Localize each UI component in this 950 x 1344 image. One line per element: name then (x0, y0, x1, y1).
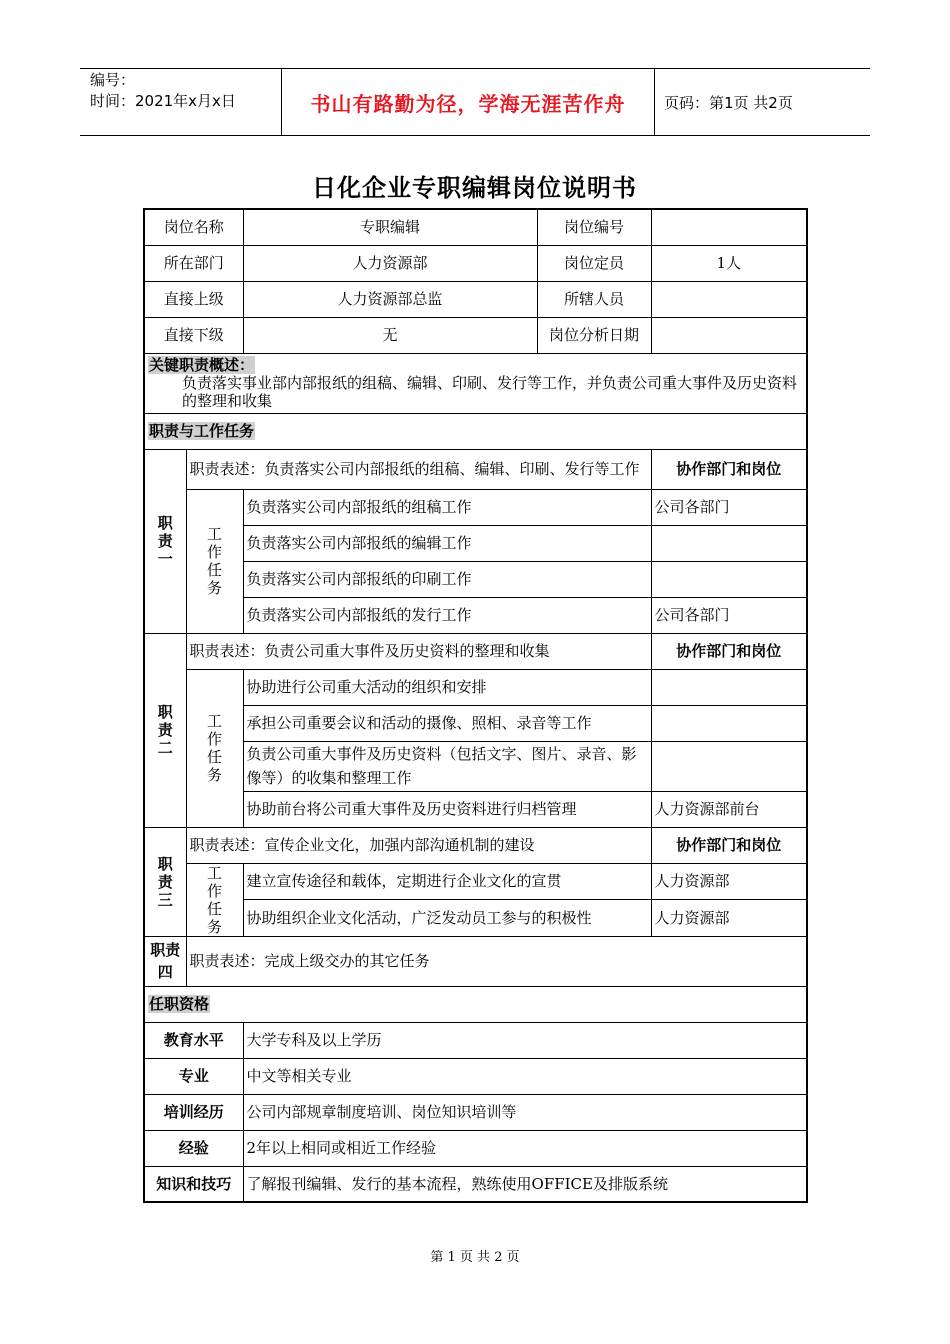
duty-1-task-3-text: 负责落实公司内部报纸的印刷工作 (243, 561, 651, 597)
header-meta (90, 70, 236, 112)
duty-2-desc-row (144, 633, 807, 669)
qual-label-major: 专业 (144, 1058, 243, 1094)
duty-2-desc: 职责表述：负责公司重大事件及历史资料的整理和收集 (186, 633, 651, 669)
summary-text: 负责落实事业部内部报纸的组稿、编辑、印刷、发行等工作，并负责公司重大事件及历史资料的整理和收集 (182, 374, 798, 410)
duty-2-task-3-collab (651, 741, 807, 791)
duty-3-collab-header: 协作部门和岗位 (651, 827, 807, 863)
value-analysis-date (651, 317, 807, 353)
duty-1-task-3 (144, 561, 807, 597)
duty-2-task-2-collab (651, 705, 807, 741)
duty-4-label-text: 职责 四 (150, 941, 181, 981)
basic-row-3 (144, 281, 807, 317)
duty-1-task-2-text: 负责落实公司内部报纸的编辑工作 (243, 525, 651, 561)
duty-1-task-label: 工 作 任 务 (186, 489, 243, 633)
qual-value-major: 中文等相关专业 (243, 1058, 807, 1094)
duty-2-task-4 (144, 791, 807, 827)
duty-4-row (144, 936, 807, 986)
duty-4-label (144, 936, 186, 986)
value-department: 人力资源部 (243, 245, 537, 281)
qual-value-education: 大学专科及以上学历 (243, 1022, 807, 1058)
duty-2-task-2 (144, 705, 807, 741)
duty-2-task-label: 工 作 任 务 (186, 669, 243, 827)
label-subordinates: 所辖人员 (537, 281, 651, 317)
value-headcount: 1人 (651, 245, 807, 281)
label-position-code: 岗位编号 (537, 209, 651, 245)
duty-2-task-1-text: 协助进行公司重大活动的组织和安排 (243, 669, 651, 705)
duty-2-task-4-collab: 人力资源部前台 (651, 791, 807, 827)
duty-3-task-1 (144, 863, 807, 900)
doc-code-label: 编号： (90, 71, 136, 89)
duty-3-task-2-collab: 人力资源部 (651, 900, 807, 937)
header-bottom-rule (80, 135, 870, 136)
basic-row-1 (144, 209, 807, 245)
duty-2-label-text: 职 责 二 (157, 703, 173, 757)
summary-heading: 关键职责概述： (149, 356, 255, 374)
duty-1-task-1-text: 负责落实公司内部报纸的组稿工作 (243, 489, 651, 525)
value-direct-subordinate: 无 (243, 317, 537, 353)
qual-row-skills (144, 1166, 807, 1202)
duty-3-desc: 职责表述：宣传企业文化，加强内部沟通机制的建设 (186, 827, 651, 863)
duty-3-task-1-collab: 人力资源部 (651, 863, 807, 900)
value-direct-superior: 人力资源部总监 (243, 281, 537, 317)
basic-row-2 (144, 245, 807, 281)
qual-row-major (144, 1058, 807, 1094)
qual-row-education (144, 1022, 807, 1058)
value-position-name: 专职编辑 (243, 209, 537, 245)
duty-1-task-2 (144, 525, 807, 561)
qual-value-skills: 了解报刊编辑、发行的基本流程，熟练使用OFFICE及排版系统 (243, 1166, 807, 1202)
header-top-rule (80, 68, 870, 69)
duty-1-task-4-text: 负责落实公司内部报纸的发行工作 (243, 597, 651, 633)
duty-1-label (144, 449, 186, 633)
label-analysis-date: 岗位分析日期 (537, 317, 651, 353)
duties-heading: 职责与工作任务 (144, 413, 807, 449)
job-description-table (143, 208, 808, 1203)
duty-3-label (144, 827, 186, 936)
duty-1-task-4 (144, 597, 807, 633)
header-divider-right (654, 68, 655, 135)
duty-1-task-4-collab: 公司各部门 (651, 597, 807, 633)
duty-1-task-1 (144, 489, 807, 525)
duty-1-desc: 职责表述：负责落实公司内部报纸的组稿、编辑、印刷、发行等工作 (186, 449, 651, 489)
qual-label-education: 教育水平 (144, 1022, 243, 1058)
duty-2-task-3 (144, 741, 807, 791)
summary-row (144, 353, 807, 413)
duty-2-task-3-text: 负责公司重大事件及历史资料（包括文字、图片、录音、影像等）的收集和整理工作 (243, 741, 651, 791)
duty-2-label (144, 633, 186, 827)
value-subordinates (651, 281, 807, 317)
label-department: 所在部门 (144, 245, 243, 281)
duty-1-task-3-collab (651, 561, 807, 597)
duty-3-task-2 (144, 900, 807, 937)
qual-row-experience (144, 1130, 807, 1166)
duty-4-desc: 职责表述：完成上级交办的其它任务 (186, 936, 807, 986)
qual-value-experience: 2年以上相同或相近工作经验 (243, 1130, 807, 1166)
header-motto: 书山有路勤为径，学海无涯苦作舟 (310, 92, 626, 116)
qualifications-heading-row (144, 986, 807, 1022)
label-position-name: 岗位名称 (144, 209, 243, 245)
duty-3-task-2-text: 协助组织企业文化活动，广泛发动员工参与的积极性 (243, 900, 651, 937)
label-direct-superior: 直接上级 (144, 281, 243, 317)
duty-2-task-1 (144, 669, 807, 705)
duty-3-label-text: 职 责 三 (157, 854, 173, 909)
duty-2-task-1-collab (651, 669, 807, 705)
duty-3-desc-row (144, 827, 807, 863)
duty-2-task-2-text: 承担公司重要会议和活动的摄像、照相、录音等工作 (243, 705, 651, 741)
summary-cell (144, 353, 807, 413)
label-headcount: 岗位定员 (537, 245, 651, 281)
duty-2-task-4-text: 协助前台将公司重大事件及历史资料进行归档管理 (243, 791, 651, 827)
duty-1-label-text: 职 责 一 (157, 514, 173, 568)
duty-1-task-1-collab: 公司各部门 (651, 489, 807, 525)
document-title: 日化企业专职编辑岗位说明书 (312, 174, 637, 202)
duty-2-collab-header: 协作部门和岗位 (651, 633, 807, 669)
qual-label-experience: 经验 (144, 1130, 243, 1166)
doc-time-label: 时间：2021年x月x日 (90, 92, 236, 110)
page-footer: 第 1 页 共 2 页 (430, 1250, 520, 1265)
qual-label-skills: 知识和技巧 (144, 1166, 243, 1202)
qual-value-training: 公司内部规章制度培训、岗位知识培训等 (243, 1094, 807, 1130)
duty-1-collab-header: 协作部门和岗位 (651, 449, 807, 489)
label-direct-subordinate: 直接下级 (144, 317, 243, 353)
basic-row-4 (144, 317, 807, 353)
duty-1-task-2-collab (651, 525, 807, 561)
duty-3-task-label: 工 作 任 务 (186, 863, 243, 936)
header-page-info: 页码：第1页 共2页 (664, 94, 793, 112)
duty-3-task-1-text: 建立宣传途径和载体，定期进行企业文化的宣贯 (243, 863, 651, 900)
duty-1-desc-row (144, 449, 807, 489)
qual-label-training: 培训经历 (144, 1094, 243, 1130)
value-position-code (651, 209, 807, 245)
qual-row-training (144, 1094, 807, 1130)
qualifications-heading: 任职资格 (144, 986, 807, 1022)
duties-heading-row (144, 413, 807, 449)
